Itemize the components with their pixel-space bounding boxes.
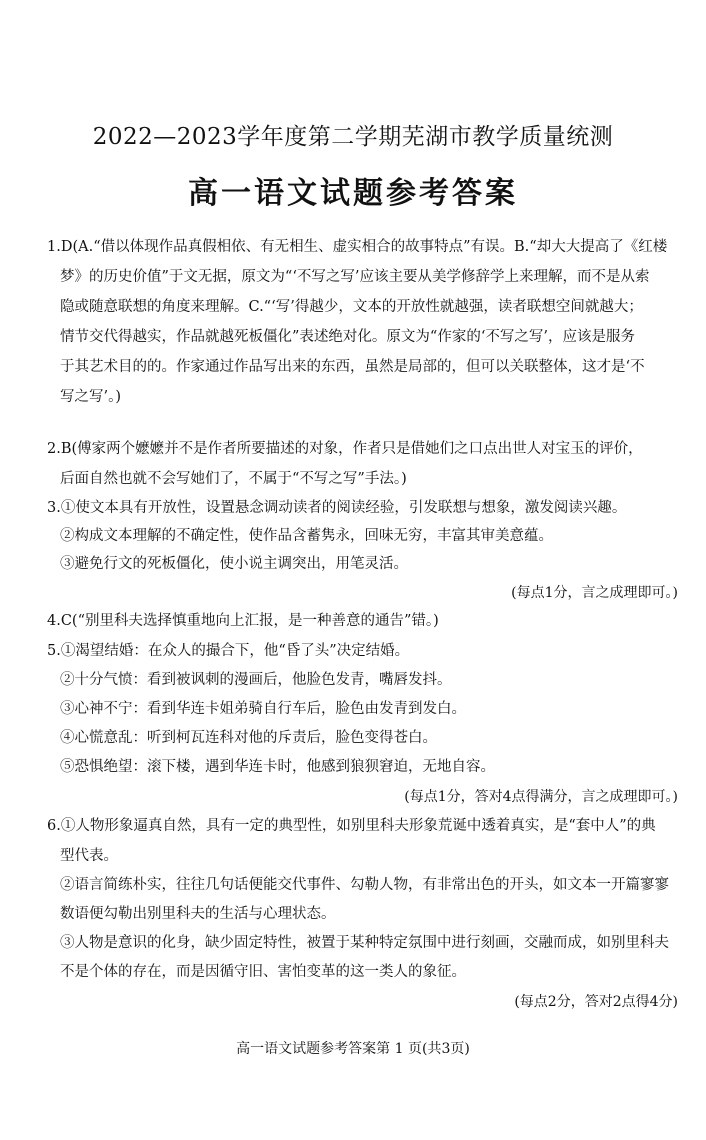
q1-line-1: 1.D(A.“借以体现作品真假相依、有无相生、虚实相合的故事特点”有误。B.“却大大提高了《红楼 (47, 239, 668, 255)
q2-line-2: 后面自然也就不会写她们了，不属于“不写之写”手法。) (60, 471, 407, 487)
q1-line-2: 梦》的历史价值”于文无据，原文为“‘不写之写’应该主要从美学修辞学上来理解，而不是从索 (60, 269, 650, 285)
q5-point-1: 5.①渴望结婚：在众人的撮合下，他“昏了头”决定结婚。 (47, 643, 410, 659)
q6-point-2-line-1: ②语言简练朴实，往往几句话便能交代事件、勾勒人物，有非常出色的开头，如文本一开篇寥寥 (60, 877, 669, 893)
answer-key-title: 高一语文试题参考答案 (188, 176, 518, 211)
q5-point-3: ③心神不宁：看到华连卡姐弟骑自行车后，脸色由发青到发白。 (60, 701, 466, 717)
q3-point-2: ②构成文本理解的不确定性，使作品含蓄隽永，回味无穷，丰富其审美意蕴。 (60, 528, 553, 544)
q6-point-2-line-2: 数语便勾勒出别里科夫的生活与心理状态。 (60, 906, 336, 922)
exam-title: 2022—2023学年度第二学期芜湖市教学质量统测 (92, 124, 614, 150)
q5-point-5: ⑤恐惧绝望：滚下楼，遇到华连卡时，他感到狼狈窘迫，无地自容。 (60, 759, 495, 775)
q4-answer: 4.C(“别里科夫选择慎重地向上汇报，是一种善意的通告”错。) (47, 613, 439, 629)
q6-scoring-note: (每点2分，答对2点得4分) (514, 994, 678, 1010)
q5-scoring-note: (每点1分，答对4点得满分，言之成理即可。) (404, 789, 678, 805)
q2-line-1: 2.B(傅家两个嬷嬷并不是作者所要描述的对象，作者只是借她们之口点出世人对宝玉的评价， (47, 441, 643, 457)
q6-point-3-line-2: 不是个体的存在，而是因循守旧、害怕变革的这一类人的象征。 (60, 964, 466, 980)
q1-line-3: 隐或随意联想的角度来理解。C.“‘写’得越少，文本的开放性就越强，读者联想空间就越大； (60, 299, 643, 315)
q1-line-6: 写之写’。) (60, 389, 122, 405)
q6-point-3-line-1: ③人物是意识的化身，缺少固定特性，被置于某种特定氛围中进行刻画，交融而成，如别里科夫 (60, 935, 669, 951)
q6-point-1-line-1: 6.①人物形象逼真自然，具有一定的典型性，如别里科夫形象荒诞中透着真实，是“套中人”的典 (47, 818, 656, 834)
page-footer: 高一语文试题参考答案第 1 页(共3页) (236, 1041, 470, 1057)
q6-point-1-line-2: 型代表。 (60, 848, 118, 864)
q3-point-3: ③避免行文的死板僵化，使小说主调突出，用笔灵活。 (60, 556, 408, 572)
q1-line-5: 于其艺术目的的。作家通过作品写出来的东西，虽然是局部的，但可以关联整体，这才是‘不 (60, 359, 645, 375)
q1-line-4: 情节交代得越实，作品就越死板僵化”表述绝对化。原文为“作家的‘不写之写’，应该是服务 (60, 329, 636, 345)
q5-point-2: ②十分气愤：看到被讽刺的漫画后，他脸色发青，嘴唇发抖。 (60, 672, 452, 688)
q5-point-4: ④心慌意乱：听到柯瓦连科对他的斥责后，脸色变得苍白。 (60, 730, 437, 746)
q3-scoring-note: (每点1分，言之成理即可。) (511, 585, 678, 601)
q3-point-1: 3.①使文本具有开放性，设置悬念调动读者的阅读经验，引发联想与想象，激发阅读兴趣。 (47, 500, 627, 516)
